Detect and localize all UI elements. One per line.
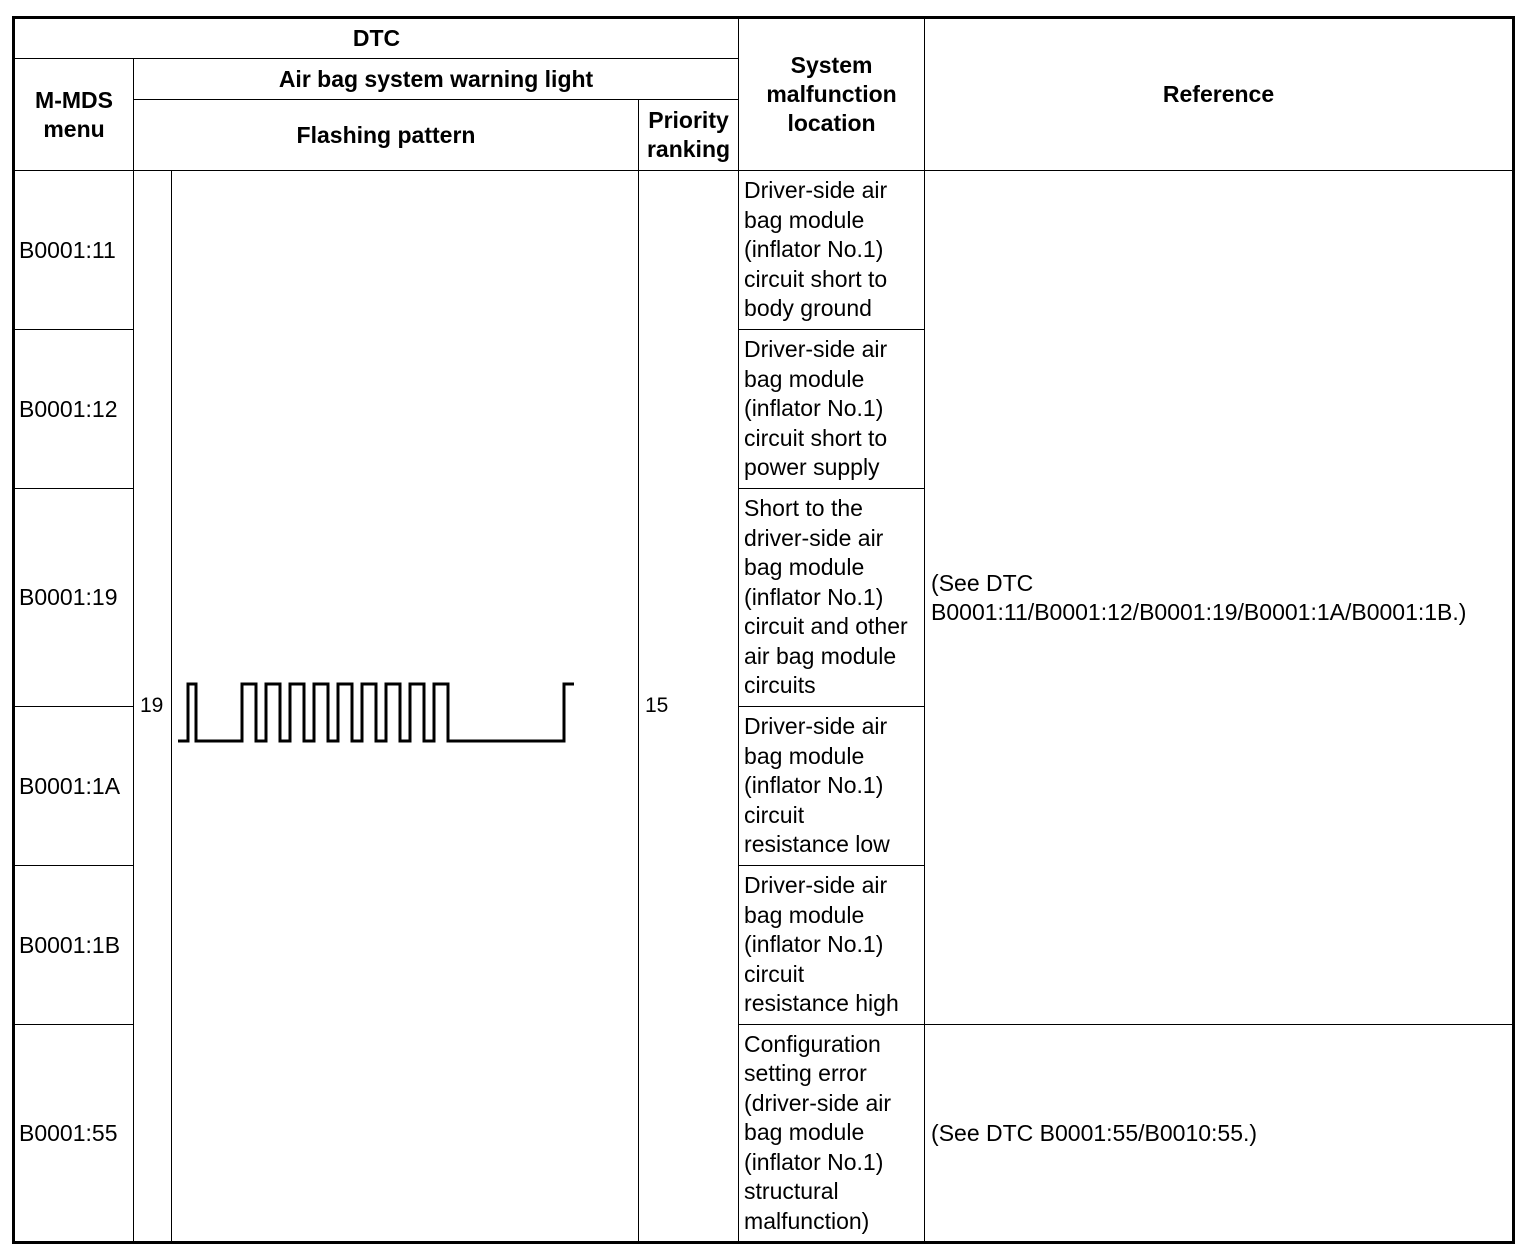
location-text: Driver-side air bag module (inflator No.1) circuit short to power supply [744,336,888,481]
malfunction-location-cell [739,707,925,866]
dtc-code-cell: B0001:1A [14,707,134,866]
malfunction-location-cell [739,330,925,489]
flashing-pattern-header: Flashing pattern [134,100,639,171]
reference-cell: (See DTC B0001:11/B0001:12/B0001:19/B0001:1A/B0001:1B.) [925,171,1514,1025]
malfunction-location-header: System malfunction location [739,18,925,171]
priority-cell: 15 [639,171,739,1243]
priority-ranking-header: Priority ranking [639,100,739,171]
mmds-menu-header: M-MDS menu [14,59,134,171]
dtc-code-cell: B0001:19 [14,489,134,707]
dtc-code-cell: B0001:55 [14,1025,134,1243]
dtc-code-cell: B0001:11 [14,171,134,330]
location-text: Short to the driver-side air bag module (inflator No.1) circuit and other air bag module circuits [744,495,908,699]
reference-header: Reference [925,18,1514,171]
malfunction-location-cell [739,866,925,1025]
dtc-table [12,16,1515,1244]
dtc-code-cell: B0001:12 [14,330,134,489]
waveform-icon [172,666,638,746]
location-text: Driver-side air bag module (inflator No.1) circuit short to body ground [744,177,888,322]
flash-code-cell: 19 [134,171,172,1243]
location-text: Configuration setting error (driver-side air bag module (inflator No.1) structural malfunction) [744,1030,892,1234]
flashing-pattern-cell [172,171,639,1243]
dtc-header: DTC [14,18,739,59]
location-text: Driver-side air bag module (inflator No.1) circuit resistance high [744,872,899,1017]
malfunction-location-cell [739,171,925,330]
waveform-line [178,684,574,741]
reference-cell: (See DTC B0001:55/B0010:55.) [925,1025,1514,1243]
dtc-code-cell: B0001:1B [14,866,134,1025]
malfunction-location-cell [739,489,925,707]
warning-light-header: Air bag system warning light [134,59,739,100]
malfunction-location-cell [739,1025,925,1243]
location-text: Driver-side air bag module (inflator No.1) circuit resistance low [744,713,890,858]
